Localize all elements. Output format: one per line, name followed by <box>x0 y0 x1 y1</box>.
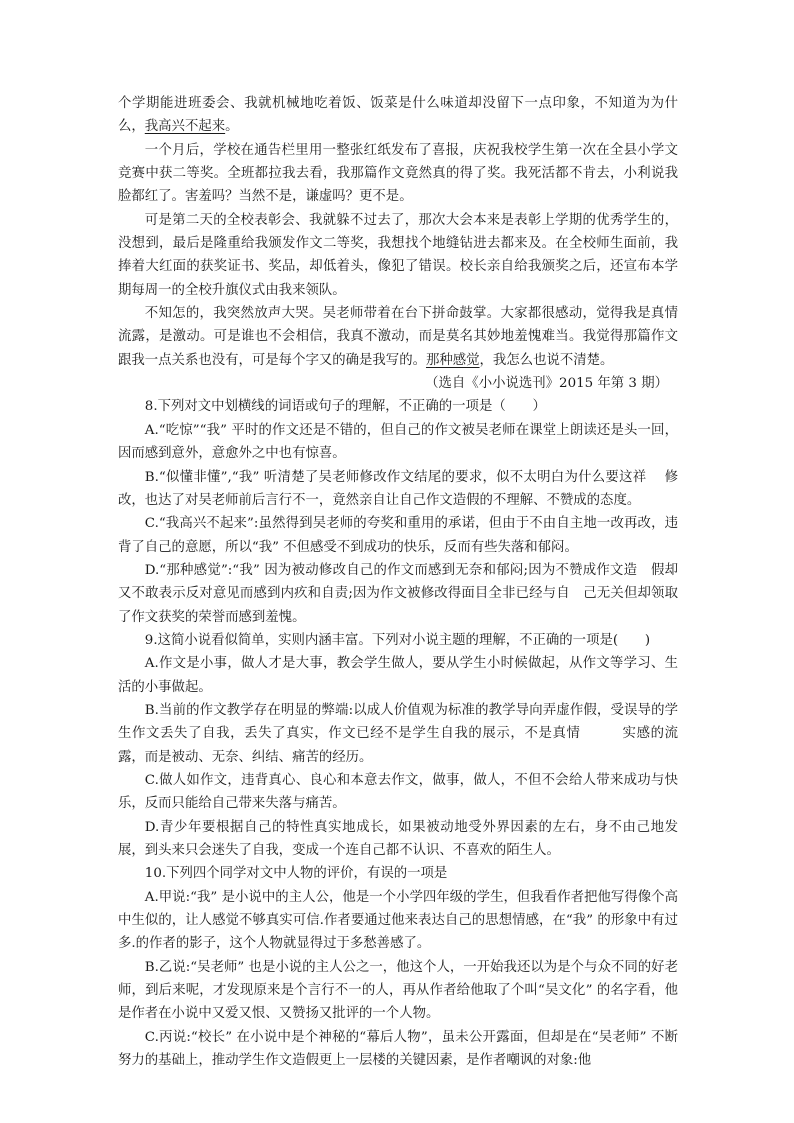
story-paragraph-4 <box>118 302 678 372</box>
document-page <box>118 92 678 1072</box>
story-paragraph-3: 可是第二天的全校表彰会、我就躲不过去了，那次大会本来是表彰上学期的优秀学生的，没想到，最后是隆重给我颁发作文二等奖，我想找个地缝钻进去都来及。在全校师生面前，我捧着大红面的获奖证书、奖品，却低着头，像犯了错误。校长亲自给我颁奖之后，还宣布本学期每周一的全校升旗仪式由我来领队。 <box>118 212 678 298</box>
underlined-phrase: 我高兴不起来 <box>144 119 226 135</box>
story-paragraph-1 <box>118 92 678 139</box>
underlined-phrase: 那种感觉 <box>425 352 480 368</box>
question-8-option-d: D.“那种感觉”:“我” 因为被动修改自己的作文而感到无奈和郁闷;因为不赞成作文造 假却又不敢表示反对意见而感到内疚和自责;因为作文被修改得面目全非已经与自 己无关但却领取了作文获奖的荣誉而感到羞愧。 <box>118 562 678 625</box>
question-8: 8.下列对文中划横线的词语或句子的理解，不正确的一项是（ ） <box>144 399 546 415</box>
story-paragraph-2: 一个月后，学校在通告栏里用一整张红纸发布了喜报，庆祝我校学生第一次在全县小学文竞赛中获二等奖。全班都拉我去看，我那篇作文竟然真的得了奖。我死活都不肯去，小利说我脸都红了。害羞吗？当然不是，谦虚吗？更不是。 <box>118 142 678 205</box>
question-9-option-c: C.做人如作文，违背真心、良心和本意去作文，做事，做人，不但不会给人带来成功与快乐，反而只能给自己带来失落与痛苦。 <box>118 772 678 812</box>
text: 个学期能进班委会、我就机械地吃着饭、饭菜是什么味道却没留下一点印象，不知道为为什么， <box>118 96 678 135</box>
question-9-option-b: B.当前的作文教学存在明显的弊端:以成人价值观为标准的教学导向弄虚作假，受误导的学生作文丢失了自我，丢失了真实，作文已经不是学生自我的展示，不是真情 实感的流露，而是被动、无奈、纠结、痛苦的经历。 <box>118 702 678 765</box>
source-citation: （选自《小小说选刊》2015 年第 3 期） <box>425 376 668 392</box>
question-10-option-b: B.乙说:“吴老师” 也是小说的主人公之一，他这个人，一开始我还以为是个与众不同的好老师，到后来呢，才发现原来是个言行不一的人，再从作者给他取了个叫“吴文化” 的名字看，他是作者在小说中又爱又恨、又赞扬又批评的一个人物。 <box>118 959 678 1022</box>
text: 不知怎的，我突然放声大哭。吴老师带着在台下拼命鼓掌。大家都很感动，觉得我是真情流露，是激动。可是谁也不会相信，我真不激动，而是莫名其妙地羞愧难当。我觉得那篇作文跟我一点关系也没有，可是每个字又的确是我写的。 <box>118 306 678 368</box>
question-8-option-c: C.“我高兴不起来”:虽然得到吴老师的夸奖和重用的承诺，但由于不由自主地一改再改，违背了自己的意愿，所以“我” 不但感受不到成功的快乐，反而有些失落和郁闷。 <box>118 516 678 555</box>
question-8-option-b: B.“似懂非懂”,“我” 听清楚了吴老师修改作文结尾的要求，似不太明白为什么要这祥 修改，也达了对吴老师前后言行不一，竟然亲自让自己作文造假的不理解、不赞成的态度。 <box>118 469 678 508</box>
question-9-option-a: A.作文是小事，做人才是大事，教会学生做人，要从学生小时候做起，从作文等学习、生活的小事做起。 <box>118 656 678 695</box>
question-10: 10.下列四个同学对文中人物的评价，有误的一项是 <box>144 866 448 882</box>
text: ，我怎么也说不清楚。 <box>479 352 614 368</box>
question-10-option-c: C.丙说:“校长” 在小说中是个神秘的“幕后人物”，虽未公开露面，但却是在“吴老师” 不断努力的基础上，推动学生作文造假更上一层楼的关键因素，是作者嘲讽的对象:他 <box>118 1029 678 1069</box>
question-9: 9.这简小说看似简单，实则内涵丰富。下列对小说主题的理解，不正确的一项是( ) <box>144 632 651 648</box>
question-8-option-a: A.“吃惊”“我” 平时的作文还是不错的，但自己的作文被吴老师在课堂上朗读还是头一回，因而感到意外，意愈外之中也有惊喜。 <box>118 422 678 462</box>
question-10-option-a: A.甲说:“我” 是小说中的主人公，他是一个小学四年级的学生，但我看作者把他写得像个高中生似的，让人感觉不够真实可信.作者要通过他来表达自己的思想情感，在“我” 的形象中有过多.的作者的影子，这个人物就显得过于多愁善感了。 <box>118 889 678 952</box>
question-9-option-d: D.青少年要根据自己的特性真实地成长，如果被动地受外界因素的左右，身不由己地发展，到头来只会迷失了自我，变成一个连自己都不认识、不喜欢的陌生人。 <box>118 819 678 858</box>
text: 。 <box>225 119 239 135</box>
